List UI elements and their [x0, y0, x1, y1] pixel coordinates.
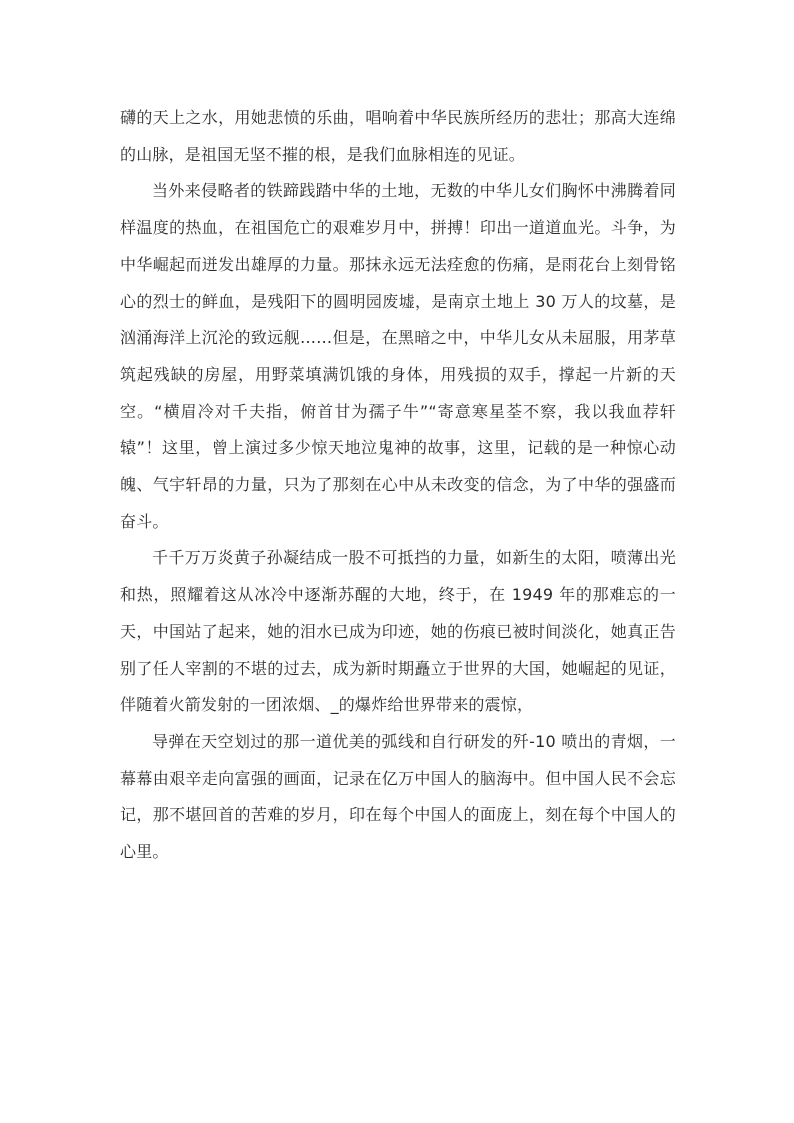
paragraph-4: 导弹在天空划过的那一道优美的弧线和自行研发的歼-10 喷出的青烟，一幕幕由艰辛走向富强的画面，记录在亿万中国人的脑海中。但中国人民不会忘记，那不堪回首的苦难的岁月，印在每个中国人的面庞上，刻在每个中国人的心里。 [120, 731, 676, 862]
paragraph-1: 礴的天上之水，用她悲愤的乐曲，唱响着中华民族所经历的悲壮；那高大连绵的山脉，是祖国无坚不摧的根，是我们血脉相连的见证。 [120, 108, 676, 164]
paragraph-2: 当外来侵略者的铁蹄践踏中华的土地，无数的中华儿女们胸怀中沸腾着同样温度的热血，在祖国危亡的艰难岁月中，拼搏！印出一道道血光。斗争，为中华崛起而迸发出雄厚的力量。那抹永远无法痊愈的伤痛，是雨花台上刻骨铭心的烈士的鲜血，是残阳下的圆明园废墟，是南京土地上 30 万人的坟墓，是汹涌海洋上沉沦的致远舰……但是，在黑暗之中，中华儿女从未屈服，用茅草筑起残缺的房屋，用野菜填满饥饿的身体，用残损的双手，撑起一片新的天空。“横眉冷对千夫指，俯首甘为孺子牛”“寄意寒星荃不察，我以我血荐轩辕”！这里，曾上演过多少惊天地泣鬼神的故事，这里，记载的是一种惊心动魄、气宇轩昂的力量，只为了那刻在心中从未改变的信念，为了中华的强盛而奋斗。 [120, 181, 676, 531]
paragraph-3: 千千万万炎黄子孙凝结成一股不可抵挡的力量，如新生的太阳，喷薄出光和热，照耀着这从冰冷中逐渐苏醒的大地，终于，在 1949 年的那难忘的一天，中国站了起来，她的泪水已成为印迹，她的伤痕已被时间淡化，她真正告别了任人宰割的不堪的过去，成为新时期矗立于世界的大国，她崛起的见证，伴随着火箭发射的一团浓烟、_的爆炸给世界带来的震惊， [120, 548, 676, 715]
document-body [120, 100, 676, 871]
